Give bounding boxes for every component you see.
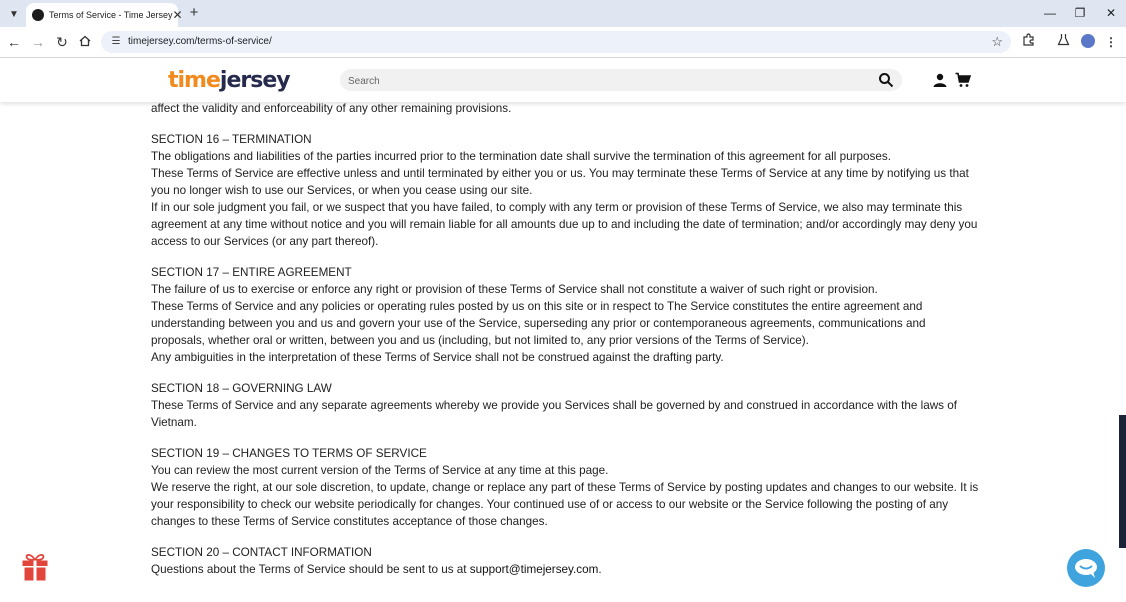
search-icon[interactable] <box>878 72 894 88</box>
section-heading: SECTION 19 – CHANGES TO TERMS OF SERVICE <box>151 447 427 460</box>
contact-text: Questions about the Terms of Service should be sent to us at <box>151 563 470 576</box>
reload-icon[interactable]: ↻ <box>56 34 68 50</box>
section-termination <box>151 131 981 250</box>
extensions-icon[interactable] <box>1019 33 1037 51</box>
minimize-button[interactable]: — <box>1044 6 1056 20</box>
gift-icon[interactable] <box>21 552 49 582</box>
maximize-button[interactable]: ❐ <box>1074 6 1086 20</box>
tab-title: Terms of Service - Time Jersey <box>49 10 173 20</box>
chat-button[interactable] <box>1067 549 1105 587</box>
previous-section-tail: affect the validity and enforceability of any other remaining provisions. <box>151 102 512 115</box>
section-heading: SECTION 20 – CONTACT INFORMATION <box>151 546 372 559</box>
section-paragraph: These Terms of Service and any policies or operating rules posted by us on this site or in respect to The Service constitutes the entire agreement and understanding between you and us and govern your use of the Service, superseding any prior or contemporaneous agreements, communications and proposals, whether oral or written, between you and us (including, but not limited to, any prior versions of the Terms of Service). <box>151 300 926 347</box>
section-paragraph: Any ambiguities in the interpretation of these Terms of Service shall not be construed against the drafting party. <box>151 351 724 364</box>
site-info-icon[interactable]: ☰ <box>111 36 121 47</box>
section-contact-information <box>151 544 981 578</box>
close-window-button[interactable]: ✕ <box>1105 6 1117 20</box>
forward-icon[interactable]: → <box>31 34 45 50</box>
labs-icon[interactable] <box>1054 33 1072 51</box>
browser-toolbar <box>0 27 1126 58</box>
section-heading: SECTION 16 – TERMINATION <box>151 133 312 146</box>
search-bar <box>340 69 902 91</box>
section-paragraph: The failure of us to exercise or enforce any right or provision of these Terms of Service shall not constitute a waiver of such right or provision. <box>151 283 878 296</box>
contact-suffix: . <box>598 563 602 576</box>
browser-tab[interactable] <box>26 3 183 27</box>
bookmark-star-icon[interactable]: ☆ <box>991 34 1003 49</box>
section-entire-agreement <box>151 264 981 366</box>
new-tab-button[interactable]: + <box>189 4 199 21</box>
tab-close-icon[interactable]: ✕ <box>172 8 183 22</box>
section-governing-law <box>151 380 981 431</box>
favicon-icon <box>32 9 44 21</box>
search-input[interactable] <box>346 72 870 90</box>
section-paragraph: The obligations and liabilities of the parties incurred prior to the termination date shall survive the termination of this agreement for all purposes. <box>151 150 891 163</box>
more-icon[interactable]: ⋮ <box>1105 35 1117 49</box>
site-logo[interactable]: timejersey <box>168 68 290 93</box>
tab-search-chevron-icon[interactable]: ▼ <box>9 8 19 20</box>
section-changes-to-terms <box>151 445 981 530</box>
profile-icon[interactable] <box>1081 34 1095 48</box>
page-scrollbar-thumb[interactable] <box>1119 415 1126 548</box>
url-text: timejersey.com/terms-of-service/ <box>128 36 272 47</box>
chat-icon <box>1067 549 1105 587</box>
cart-icon[interactable] <box>955 72 971 88</box>
section-paragraph: If in our sole judgment you fail, or we suspect that you have failed, to comply with any term or provision of these Terms of Service, we also may terminate this agreement at any time without notice and you will remain liable for all amounts due up to and including the date of termination; and/or accordingly may deny you access to our Services (or any part thereof). <box>151 201 978 248</box>
contact-paragraph <box>151 561 981 578</box>
section-paragraph: These Terms of Service and any separate agreements whereby we provide you Services shall be governed by and construed in accordance with the laws of Vietnam. <box>151 399 958 429</box>
address-bar[interactable] <box>101 31 1011 53</box>
back-icon[interactable]: ← <box>7 34 21 50</box>
section-heading: SECTION 17 – ENTIRE AGREEMENT <box>151 266 352 279</box>
browser-tab-bar <box>0 0 1126 27</box>
section-heading: SECTION 18 – GOVERNING LAW <box>151 382 332 395</box>
section-paragraph: You can review the most current version of the Terms of Service at any time at this page. <box>151 464 609 477</box>
section-paragraph: These Terms of Service are effective unless and until terminated by either you or us. You may terminate these Terms of Service at any time by notifying us that you no longer wish to use our Services, or when you cease using our site. <box>151 167 969 197</box>
user-icon[interactable] <box>933 73 947 87</box>
section-paragraph: We reserve the right, at our sole discretion, to update, change or replace any part of these Terms of Service by posting updates and changes to our website. It is your responsibility to check our website periodically for changes. Your continued use of or access to our website or the Service following the posting of any changes to these Terms of Service constitutes acceptance of those changes. <box>151 481 979 528</box>
terms-content <box>151 100 981 578</box>
support-email-link[interactable]: support@timejersey.com <box>469 563 599 576</box>
home-icon[interactable] <box>76 33 94 51</box>
site-header <box>0 58 1126 102</box>
